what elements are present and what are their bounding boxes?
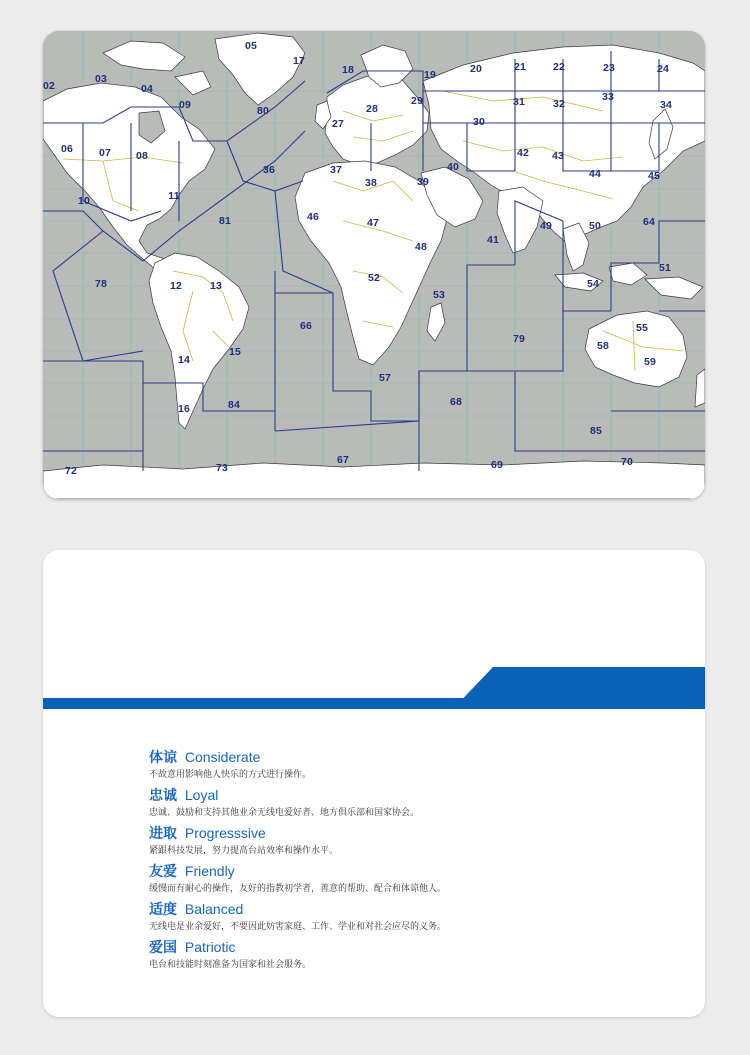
zone-label-69: 69 — [490, 459, 504, 471]
zone-label-34: 34 — [659, 99, 673, 111]
zone-label-47: 47 — [366, 217, 380, 229]
zone-label-16: 16 — [177, 403, 191, 415]
zone-label-68: 68 — [449, 396, 463, 408]
zone-label-46: 46 — [306, 211, 320, 223]
zone-label-08: 08 — [135, 150, 149, 162]
value-description: 无线电是业余爱好，不要因此妨害家庭、工作、学业和对社会应尽的义务。 — [149, 921, 447, 931]
zone-label-64: 64 — [642, 216, 656, 228]
zone-label-07: 07 — [98, 147, 112, 159]
value-item-loyal — [149, 786, 669, 819]
zone-label-11: 11 — [168, 190, 180, 202]
value-description: 电台和技能时刻准备为国家和社会服务。 — [149, 959, 312, 969]
zone-label-52: 52 — [367, 272, 381, 284]
zone-label-09: 09 — [178, 99, 192, 111]
zone-label-23: 23 — [602, 62, 616, 74]
zone-label-28: 28 — [365, 103, 379, 115]
value-title-en: Balanced — [184, 901, 244, 917]
zone-label-27: 27 — [331, 118, 345, 130]
zone-label-20: 20 — [469, 63, 483, 75]
zone-label-78: 78 — [94, 278, 108, 290]
zone-label-24: 24 — [656, 63, 670, 75]
zone-label-32: 32 — [552, 98, 566, 110]
zone-label-72: 72 — [64, 465, 78, 477]
value-title-en: Considerate — [184, 749, 261, 765]
zone-label-18: 18 — [341, 64, 355, 76]
zone-label-15: 15 — [228, 346, 242, 358]
zone-label-54: 54 — [586, 278, 600, 290]
zone-label-79: 79 — [512, 333, 526, 345]
value-title — [149, 900, 669, 919]
zone-label-37: 37 — [329, 164, 343, 176]
zone-label-48: 48 — [414, 241, 428, 253]
zone-label-80: 80 — [256, 105, 270, 117]
zone-label-05: 05 — [244, 40, 258, 52]
value-item-considerate — [149, 748, 669, 781]
zone-label-67: 67 — [336, 454, 350, 466]
value-title-zh: 爱国 — [149, 939, 177, 955]
value-description: 紧跟科技发展，努力提高台站效率和操作水平。 — [149, 845, 339, 855]
zone-label-57: 57 — [378, 372, 392, 384]
zone-label-30: 30 — [472, 116, 486, 128]
value-title-en: Patriotic — [184, 939, 236, 955]
value-title — [149, 938, 669, 957]
itu-zone-map — [43, 31, 705, 499]
zone-label-43: 43 — [551, 150, 565, 162]
value-title-en: Loyal — [184, 787, 219, 803]
zone-label-53: 53 — [432, 289, 446, 301]
zone-label-40: 40 — [446, 161, 460, 173]
zone-label-12: 12 — [169, 280, 183, 292]
zone-label-19: 19 — [423, 69, 437, 81]
world-map-graphic — [43, 31, 705, 499]
zone-label-29: 29 — [410, 95, 424, 107]
zone-label-02: 02 — [43, 80, 56, 92]
value-title-zh: 体谅 — [149, 749, 177, 765]
blue-banner-tab — [453, 667, 705, 709]
ham-code-card — [43, 550, 705, 1017]
value-title — [149, 824, 669, 843]
zone-label-44: 44 — [588, 168, 602, 180]
value-item-friendly — [149, 862, 669, 895]
zone-label-13: 13 — [209, 280, 223, 292]
value-title — [149, 862, 669, 881]
zone-label-66: 66 — [299, 320, 313, 332]
zone-label-58: 58 — [596, 340, 610, 352]
value-title-zh: 适度 — [149, 901, 177, 917]
zone-label-45: 45 — [647, 170, 661, 182]
value-description: 忠诚、鼓励和支持其他业余无线电爱好者、地方俱乐部和国家协会。 — [149, 807, 420, 817]
value-title — [149, 786, 669, 805]
value-item-progressive — [149, 824, 669, 857]
zone-label-41: 41 — [486, 234, 500, 246]
zone-label-31: 31 — [512, 96, 526, 108]
value-description: 缓慢而有耐心的操作，友好的指教初学者，善意的帮助、配合和体谅他人。 — [149, 883, 447, 893]
value-title-en: Friendly — [184, 863, 235, 879]
zone-label-51: 51 — [658, 262, 672, 274]
zone-label-03: 03 — [94, 73, 108, 85]
zone-label-17: 17 — [292, 55, 306, 67]
amateur-code-list — [149, 748, 669, 976]
value-title — [149, 748, 669, 767]
value-item-patriotic — [149, 938, 669, 971]
zone-label-06: 06 — [60, 143, 74, 155]
zone-label-70: 70 — [620, 456, 634, 468]
value-title-zh: 忠诚 — [149, 787, 177, 803]
zone-label-59: 59 — [643, 356, 657, 368]
zone-label-84: 84 — [227, 399, 241, 411]
zone-label-42: 42 — [516, 147, 530, 159]
zone-label-85: 85 — [589, 425, 603, 437]
zone-label-04: 04 — [140, 83, 154, 95]
zone-label-36: 36 — [262, 164, 276, 176]
value-item-balanced — [149, 900, 669, 933]
zone-label-38: 38 — [364, 177, 378, 189]
zone-label-22: 22 — [552, 61, 566, 73]
zone-label-39: 39 — [416, 176, 430, 188]
value-title-zh: 友爱 — [149, 863, 177, 879]
value-title-en: Progresssive — [184, 825, 266, 841]
zone-label-55: 55 — [635, 322, 649, 334]
zone-label-21: 21 — [513, 61, 527, 73]
zone-label-33: 33 — [601, 91, 615, 103]
zone-label-14: 14 — [177, 354, 191, 366]
value-title-zh: 进取 — [149, 825, 177, 841]
zone-label-10: 10 — [77, 195, 91, 207]
zone-label-81: 81 — [218, 215, 232, 227]
value-description: 不故意用影响他人快乐的方式进行操作。 — [149, 769, 312, 779]
zone-label-73: 73 — [215, 462, 229, 474]
zone-label-50: 50 — [588, 220, 602, 232]
zone-label-49: 49 — [539, 220, 553, 232]
